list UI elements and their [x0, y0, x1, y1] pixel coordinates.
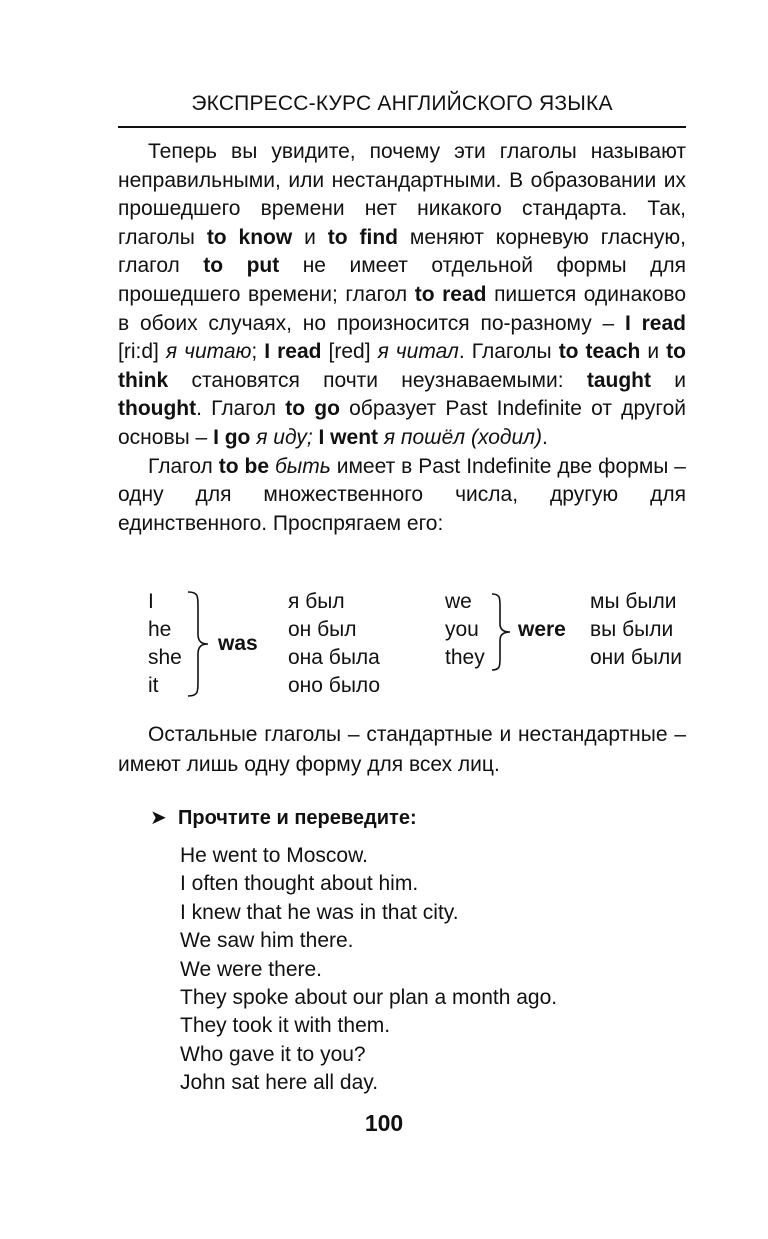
conjugation-table — [118, 586, 686, 706]
translation: быть — [274, 454, 331, 478]
text-run: Теперь вы увидите, почему эти глаголы называют неправильными, или нестандартными. В образовании их прошедшего времени нет никакого стандарта. Так, глаголы — [118, 140, 686, 249]
pronoun-you: you — [445, 618, 479, 641]
verb-example: to put — [203, 254, 280, 278]
text-run: Глагол — [148, 454, 219, 478]
translation-you: вы были — [590, 618, 674, 641]
translation: я читал — [377, 340, 459, 364]
verb-example: to read — [414, 282, 487, 306]
text-run: . — [542, 425, 548, 449]
header-rule — [118, 126, 686, 128]
exercise-heading — [150, 805, 417, 830]
pronoun-we: we — [445, 590, 472, 613]
text-run: становятся почти неузнаваемыми: — [168, 368, 587, 392]
sentence: We saw him there. — [180, 929, 354, 953]
paragraph-other-verbs: Остальные глаголы – стандартные и нестандартные – имеют лишь одну форму для всех лиц. — [118, 723, 686, 776]
text-run: . Глагол — [196, 397, 286, 421]
sentence: I often thought about him. — [180, 872, 419, 896]
pronoun-he: he — [148, 618, 172, 641]
other-verbs-paragraph — [118, 720, 686, 780]
verb-example: thought — [118, 397, 197, 421]
verb-example: to find — [327, 225, 398, 249]
pronoun-it: it — [148, 674, 159, 697]
sentence: We were there. — [180, 957, 323, 981]
text-run: пишется одинаково в обоих случаях, но произносится по-разному – — [118, 282, 686, 335]
text-run: . Глаголы — [458, 340, 559, 364]
page-number: 100 — [364, 1110, 404, 1136]
translation-they: они были — [590, 646, 682, 669]
verb-example: to teach — [558, 340, 641, 364]
translation-we: мы были — [590, 590, 677, 613]
verb-were: were — [518, 618, 566, 641]
translation-he: он был — [288, 618, 357, 641]
sentence: They took it with them. — [180, 1014, 391, 1038]
main-text — [118, 138, 686, 538]
verb-example: I read — [625, 311, 686, 335]
translation-she: она была — [288, 646, 380, 669]
text-run: [red] — [321, 340, 378, 364]
translation: я читаю — [165, 340, 252, 364]
verb-example: I read — [264, 340, 322, 364]
text-run: имеет в Past Indefinite две формы – одну для множественного числа, другую для единственного. Проспрягаем его: — [118, 454, 686, 535]
text-run: не имеет отдельной формы для прошедшего времени; глагол — [118, 254, 686, 306]
verb-example: to know — [206, 225, 293, 249]
verb-example: I went — [318, 425, 379, 449]
plural-brace — [490, 592, 512, 672]
text-run: и — [640, 340, 667, 364]
pronoun-she: she — [148, 646, 182, 669]
running-title: ЭКСПРЕСС-КУРС АНГЛИЙСКОГО ЯЗЫКА — [191, 92, 613, 115]
text-run: меняют корневую гласную, глагол — [118, 225, 687, 278]
exercise-title: Прочтите и переведите: — [178, 807, 417, 829]
verb-example: I go — [213, 425, 251, 449]
sentence: He went to Moscow. — [180, 844, 368, 867]
verb-was: was — [218, 632, 258, 655]
translation: я иду; — [256, 425, 313, 449]
paragraph-irregular-verbs — [118, 138, 686, 453]
text-run: ; — [251, 340, 265, 364]
verb-example: to think — [118, 340, 686, 392]
arrow-icon: ➤ — [150, 807, 167, 829]
paragraph-to-be — [118, 453, 686, 539]
verb-example: taught — [586, 368, 651, 392]
pronoun-i: I — [148, 590, 154, 613]
text-run: и — [292, 225, 328, 249]
text-run: и — [650, 368, 686, 392]
pronoun-they: they — [445, 646, 485, 669]
translation-it: оно было — [288, 674, 381, 697]
verb-example: to be — [218, 454, 270, 478]
sentence: I knew that he was in that city. — [180, 900, 459, 924]
text-run: [ri:d] — [118, 340, 166, 364]
text-run: образует Past Indefinite от другой основы – — [118, 397, 686, 449]
singular-brace — [186, 590, 210, 698]
translation-i: я был — [288, 590, 345, 613]
sentence: Who gave it to you? — [180, 1042, 366, 1066]
translation: я пошёл (ходил) — [383, 425, 543, 449]
sentence: They spoke about our plan a month ago. — [180, 986, 558, 1010]
sentence: John sat here all day. — [180, 1071, 379, 1095]
verb-example: to go — [285, 397, 340, 421]
exercise-sentences — [180, 842, 680, 1098]
